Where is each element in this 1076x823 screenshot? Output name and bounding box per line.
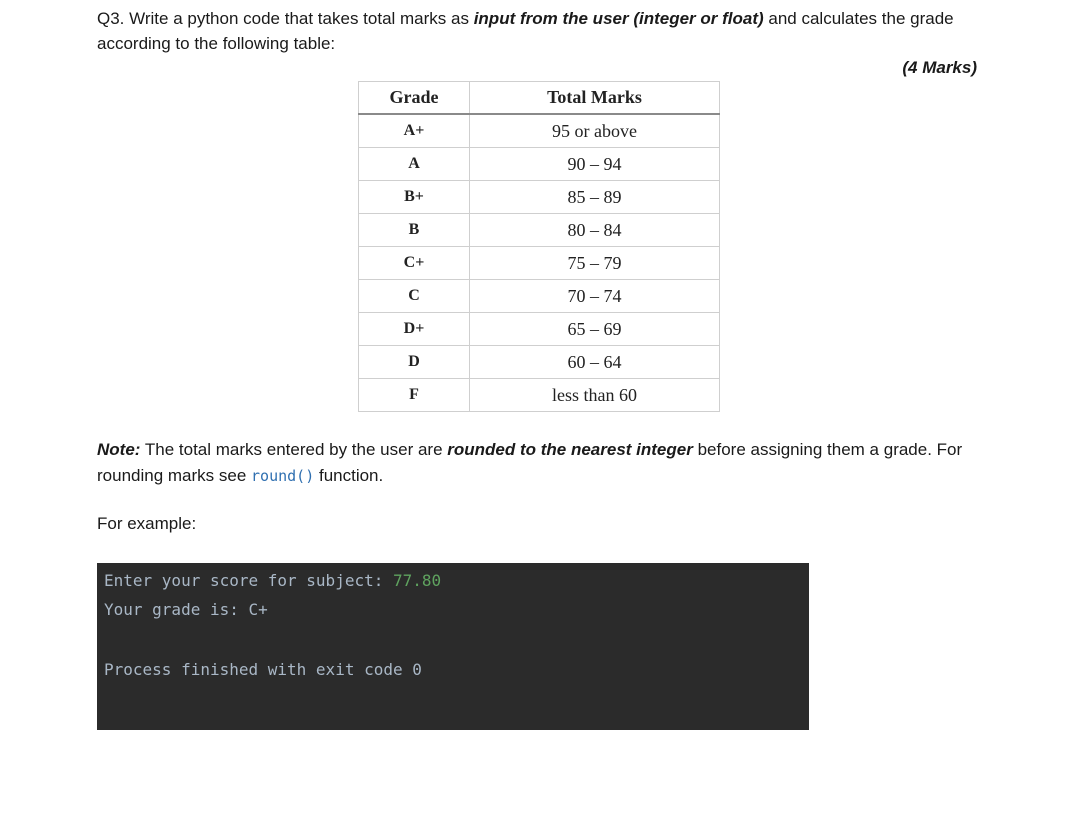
question-prefix: Q3. Write a python code that takes total marks as	[97, 9, 474, 28]
note-text-3: function.	[314, 466, 384, 485]
console-exit-line: Process finished with exit code 0	[104, 660, 422, 679]
marks-cell: 85 – 89	[470, 181, 720, 214]
console-prompt: Enter your score for subject:	[104, 571, 393, 590]
question-emphasis: input from the user (integer or float)	[473, 9, 764, 28]
grade-cell: B	[359, 214, 470, 247]
console-input-value: 77.80	[392, 571, 442, 590]
grade-cell: C	[359, 280, 470, 313]
question-text	[97, 6, 977, 56]
marks-cell: 60 – 64	[470, 346, 720, 379]
console-output	[97, 563, 809, 730]
table-row	[359, 313, 720, 346]
marks-label: (4 Marks)	[902, 58, 977, 77]
console-prompt-line	[104, 571, 441, 590]
grade-cell: B+	[359, 181, 470, 214]
table-row	[359, 114, 720, 148]
example-label: For example:	[97, 514, 197, 533]
table-row	[359, 346, 720, 379]
grade-cell: D+	[359, 313, 470, 346]
grade-cell: A	[359, 148, 470, 181]
table-row	[359, 280, 720, 313]
grade-cell: C+	[359, 247, 470, 280]
grade-cell: A+	[359, 114, 470, 148]
header-total-marks: Total Marks	[470, 82, 720, 115]
note-text-1: The total marks entered by the user are	[140, 440, 448, 459]
table-row	[359, 148, 720, 181]
note-paragraph	[97, 437, 977, 489]
grade-cell: F	[359, 379, 470, 412]
note-emphasis: rounded to the nearest integer	[447, 440, 693, 459]
grade-table	[358, 81, 720, 412]
table-row	[359, 247, 720, 280]
note-text-2: before assigning them a grade. For rounding marks see	[97, 440, 963, 485]
marks-cell: 90 – 94	[470, 148, 720, 181]
table-row	[359, 379, 720, 412]
question-suffix: and calculates the grade according to the following table:	[97, 9, 954, 53]
marks-cell: 65 – 69	[470, 313, 720, 346]
table-row	[359, 181, 720, 214]
marks-cell: 70 – 74	[470, 280, 720, 313]
marks-cell: less than 60	[470, 379, 720, 412]
marks-cell: 95 or above	[470, 114, 720, 148]
console-result-line: Your grade is: C+	[104, 600, 268, 619]
marks-cell: 75 – 79	[470, 247, 720, 280]
note-label: Note:	[97, 440, 141, 459]
marks-cell: 80 – 84	[470, 214, 720, 247]
table-row	[359, 214, 720, 247]
table-header-row	[359, 82, 720, 115]
grade-cell: D	[359, 346, 470, 379]
header-grade: Grade	[359, 82, 470, 115]
round-function-code: round()	[251, 467, 315, 485]
